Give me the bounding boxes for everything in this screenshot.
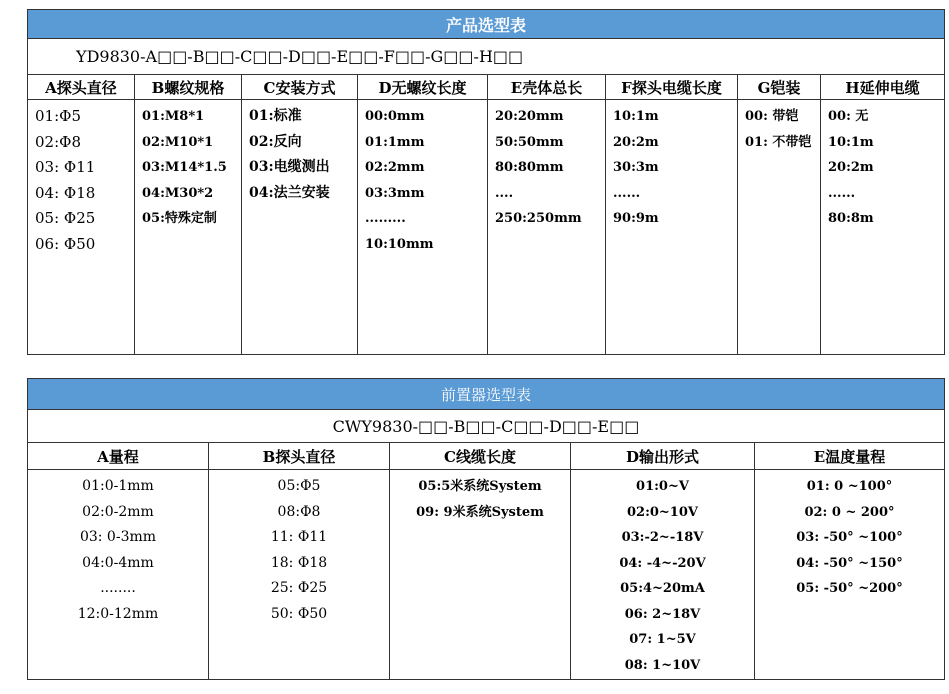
option-item: 10:10mm <box>365 236 434 252</box>
option-item: 05: -50° ~200° <box>796 581 903 596</box>
column-header: E壳体总长 <box>488 75 606 100</box>
option-item: 04: Φ18 <box>35 183 96 202</box>
option-item: 01:0~V <box>636 479 689 494</box>
option-item: 30:3m <box>613 160 659 175</box>
option-item: 02:0~10V <box>626 504 698 520</box>
option-item: 80:80mm <box>495 160 564 175</box>
option-item: 80:8m <box>828 211 874 226</box>
option-item: 01:1mm <box>365 134 425 150</box>
column-options <box>358 100 488 355</box>
column-options <box>28 470 209 680</box>
option-item: 02: 0 ~ 200° <box>804 504 895 520</box>
option-item: 01:M8*1 <box>142 109 205 124</box>
column-header: A探头直径 <box>28 75 135 100</box>
option-item: 20:20mm <box>495 109 564 124</box>
option-item: ......... <box>365 211 406 226</box>
option-item: 03: -50° ~100° <box>796 530 903 545</box>
product-selection-table <box>27 9 945 355</box>
option-item: 02:M10*1 <box>142 134 214 150</box>
column-header: H延伸电缆 <box>821 75 945 100</box>
option-item: 02:Φ8 <box>35 132 81 151</box>
column-options <box>135 100 242 355</box>
column-header: B螺纹规格 <box>135 75 242 100</box>
column-header: G铠装 <box>738 75 821 100</box>
column-header: E温度量程 <box>755 443 945 470</box>
option-item: 05:特殊定制 <box>142 211 217 226</box>
option-item: 06: 2~18V <box>624 606 701 622</box>
option-item: 01:标准 <box>249 108 302 124</box>
option-item: 02:2mm <box>365 160 425 175</box>
option-item: .... <box>495 185 514 201</box>
option-item: 04: -4~-20V <box>619 555 706 571</box>
option-item: 01: 不带铠 <box>745 134 812 150</box>
column-header: C安装方式 <box>242 75 358 100</box>
option-item: 07: 1~5V <box>629 632 696 647</box>
option-item: 02:0-2mm <box>82 503 154 520</box>
column-header: F探头电缆长度 <box>606 75 738 100</box>
option-item: 01: 0 ~100° <box>806 479 893 494</box>
option-item: 50:50mm <box>495 134 564 150</box>
product-model-code: YD9830-A□□-B□□-C□□-D□□-E□□-F□□-G□□-H□□ <box>28 39 945 75</box>
option-item: 20:2m <box>613 134 659 150</box>
option-item: 10:1m <box>828 134 874 150</box>
product-table-title: 产品选型表 <box>28 10 945 39</box>
column-header: D无螺纹长度 <box>358 75 488 100</box>
option-item: 03:电缆测出 <box>249 159 330 175</box>
option-item: 06: Φ50 <box>35 234 96 253</box>
option-item: 01:Φ5 <box>35 107 81 125</box>
preamplifier-model-code: CWY9830-□□-B□□-C□□-D□□-E□□ <box>28 410 945 443</box>
option-item: 04:0-4mm <box>82 554 154 571</box>
option-item: 04: -50° ~150° <box>796 555 903 571</box>
column-options <box>242 100 358 355</box>
column-options <box>390 470 571 680</box>
column-options <box>28 100 135 355</box>
option-item: 250:250mm <box>495 211 582 226</box>
column-options <box>488 100 606 355</box>
option-item: 05:4~20mA <box>620 581 705 596</box>
option-item: 11: Φ11 <box>270 529 328 545</box>
option-item: ...... <box>613 185 641 201</box>
option-item: 00: 无 <box>828 109 869 124</box>
column-header: C线缆长度 <box>390 443 571 470</box>
option-item: 09: 9米系统System <box>416 504 544 520</box>
option-item: 50: Φ50 <box>270 605 328 622</box>
option-item: 04:M30*2 <box>142 185 214 201</box>
option-item: 03:M14*1.5 <box>142 160 227 175</box>
option-item: 05:Φ5 <box>277 478 321 494</box>
column-options <box>755 470 945 680</box>
option-item: 90:9m <box>613 211 659 226</box>
preamplifier-table-title: 前置器选型表 <box>28 379 945 410</box>
option-item: 08: 1~10V <box>624 657 701 673</box>
column-options <box>738 100 821 355</box>
option-item: ........ <box>100 580 136 596</box>
preamplifier-selection-table <box>27 378 945 680</box>
option-item: 01:0-1mm <box>82 478 154 494</box>
option-item: 03: 0-3mm <box>79 529 157 545</box>
option-item: 00:0mm <box>365 109 425 124</box>
option-item: 05:5米系统System <box>418 479 542 494</box>
column-header: B探头直径 <box>209 443 390 470</box>
option-item: 18: Φ18 <box>270 554 328 571</box>
option-item: 00: 带铠 <box>745 109 799 124</box>
column-header: A量程 <box>28 443 209 470</box>
option-item: 20:2m <box>828 160 874 175</box>
column-header: D输出形式 <box>571 443 755 470</box>
option-item: 10:1m <box>613 109 659 124</box>
column-options <box>571 470 755 680</box>
option-item: 25: Φ25 <box>270 580 328 596</box>
option-item: 02:反向 <box>249 133 302 150</box>
column-options <box>209 470 390 680</box>
option-item: 03:3mm <box>365 185 425 201</box>
option-item: 12:0-12mm <box>77 605 159 622</box>
option-item: 04:法兰安装 <box>249 184 330 201</box>
option-item: 08:Φ8 <box>277 503 321 520</box>
option-item: 05: Φ25 <box>35 209 96 227</box>
option-item: 03:-2~-18V <box>621 530 704 545</box>
option-item: 03: Φ11 <box>35 158 96 176</box>
option-item: ...... <box>828 185 856 201</box>
column-options <box>821 100 945 355</box>
column-options <box>606 100 738 355</box>
